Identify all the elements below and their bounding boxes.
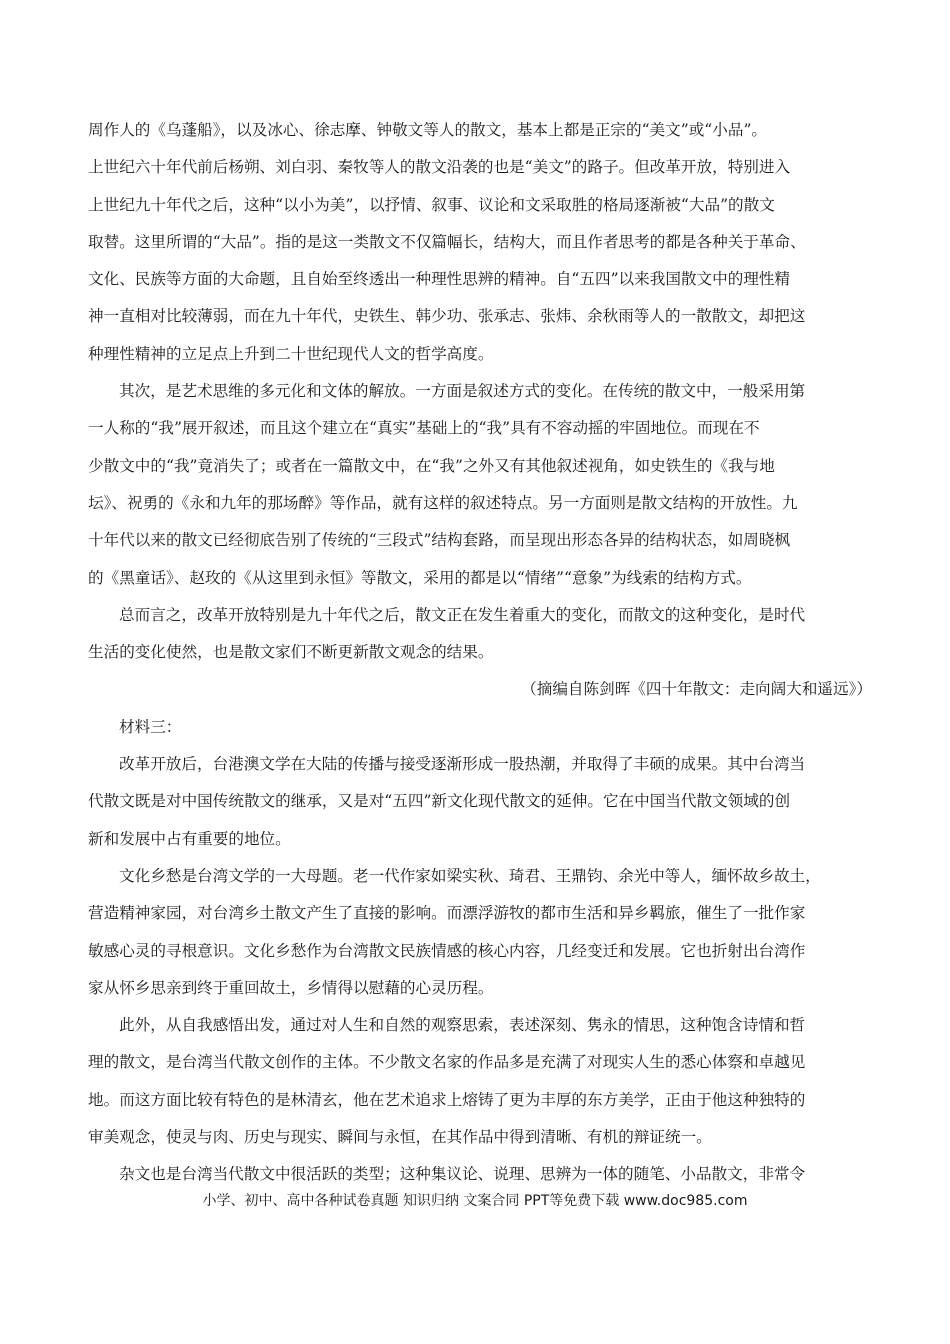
text-line: 营造精神家园，对台湾乡土散文产生了直接的影响。而漂浮游牧的都市生活和异乡羁旅，催生了一批作家: [88, 904, 806, 923]
text-line: 文化、民族等方面的大命题，且自始至终透出一种理性思辨的精神。自“五四”以来我国散文中的理性精: [88, 270, 791, 289]
paragraph-start: 总而言之，改革开放特别是九十年代之后，散文正在发生着重大的变化，而散文的这种变化，是时代: [119, 605, 806, 624]
text-line: 代散文既是对中国传统散文的继承，又是对“五四”新文化现代散文的延伸。它在中国当代散文领域的创: [88, 792, 791, 811]
text-line: 神一直相对比较薄弱，而在九十年代，史铁生、韩少功、张承志、张炜、余秋雨等人的一散散文，却把这: [88, 307, 806, 326]
page-footer: 小学、初中、高中各种试卷真题 知识归纳 文案合同 PPT等免费下载 www.doc985.com: [202, 1193, 748, 1209]
text-line: 十年代以来的散文已经彻底告别了传统的“三段式”结构套路，而呈现出形态各异的结构状态，如周晓枫: [88, 531, 791, 550]
text-line: 敏感心灵的寻根意识。文化乡愁作为台湾散文民族情感的核心内容，几经变迁和发展。它也折射出台湾作: [88, 941, 806, 960]
text-line: 上世纪九十年代之后，这种“以小为美”，以抒情、叙事、议论和文采取胜的格局逐渐被“大品”的散文: [88, 195, 775, 214]
section-heading: 材料三：: [119, 717, 182, 736]
paragraph-start: 此外，从自我感悟出发，通过对人生和自然的观察思索，表述深刻、隽永的情思，这种饱含诗情和哲: [119, 1016, 806, 1035]
text-line: 理的散文，是台湾当代散文创作的主体。不少散文名家的作品多是充满了对现实人生的悉心体察和卓越见: [88, 1053, 806, 1072]
text-line: 的《黑童话》、赵玫的《从这里到永恒》等散文，采用的都是以“情绪”“意象”为线索的结构方式。: [88, 568, 752, 587]
text-line: 周作人的《乌蓬船》，以及冰心、徐志摩、钟敬文等人的散文，基本上都是正宗的“美文”或“小品”。: [88, 121, 768, 139]
body-text: [88, 112, 872, 1194]
text-line: 种理性精神的立足点上升到二十世纪现代人文的哲学高度。: [88, 344, 494, 363]
paragraph-start: 杂文也是台湾当代散文中很活跃的类型；这种集议论、说理、思辨为一体的随笔、小品散文，非常令: [119, 1165, 806, 1184]
text-line: 审美观念，使灵与肉、历史与现实、瞬间与永恒，在其作品中得到清晰、有机的辩证统一。: [88, 1128, 712, 1147]
paragraph-start: 其次，是艺术思维的多元化和文体的解放。一方面是叙述方式的变化。在传统的散文中，一般采用第: [119, 382, 806, 401]
text-line: 上世纪六十年代前后杨朔、刘白羽、秦牧等人的散文沿袭的也是“美文”的路子。但改革开放，特别进入: [88, 158, 791, 177]
text-line: 生活的变化使然，也是散文家们不断更新散文观念的结果。: [88, 643, 494, 662]
text-line: 少散文中的“我”竟消失了；或者在一篇散文中，在“我”之外又有其他叙述视角，如史铁生的《我与地: [88, 456, 775, 475]
text-line: 家从怀乡思亲到终于重回故土，乡情得以慰藉的心灵历程。: [88, 978, 494, 997]
source-citation: （摘编自陈剑晖《四十年散文：走向阔大和遥远》）: [521, 680, 872, 699]
text-line: 取替。这里所谓的“大品”。指的是这一类散文不仅篇幅长，结构大，而且作者思考的都是各种关于革命、: [88, 232, 806, 251]
text-line: 一人称的“我”展开叙述，而且这个建立在“真实”基础上的“我”具有不容动摇的牢固地位。而现在不: [88, 419, 760, 438]
text-line: 地。而这方面比较有特色的是林清玄，他在艺术追求上熔铸了更为丰厚的东方美学，正由于他这种独特的: [88, 1090, 806, 1109]
text-line: 新和发展中占有重要的地位。: [88, 829, 291, 848]
paragraph-start: 文化乡愁是台湾文学的一大母题。老一代作家如梁实秋、琦君、王鼎钧、余光中等人，缅怀故乡故土，: [119, 866, 821, 885]
paragraph-start: 改革开放后，台港澳文学在大陆的传播与接受逐渐形成一股热潮，并取得了丰硕的成果。其中台湾当: [119, 755, 806, 774]
text-line: 坛》、祝勇的《永和九年的那场醉》等作品，就有这样的叙述特点。另一方面则是散文结构的开放性。九: [88, 493, 798, 512]
